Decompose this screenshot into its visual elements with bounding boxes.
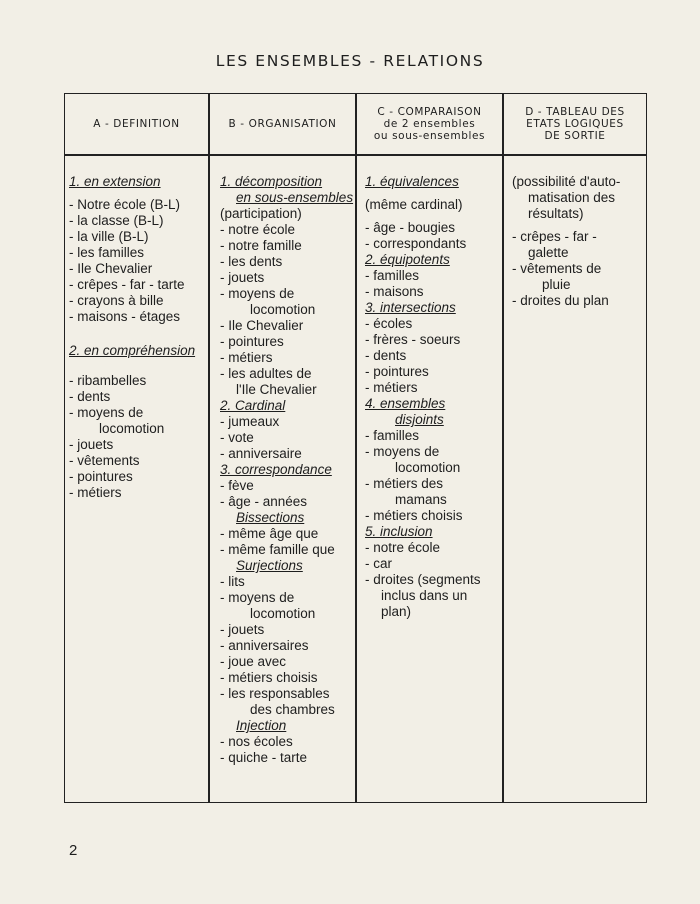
column-comparaison bbox=[365, 174, 501, 620]
line-text: - âge - années bbox=[220, 494, 308, 509]
list-item bbox=[365, 540, 501, 556]
line-text: - nos écoles bbox=[220, 734, 293, 749]
list-item bbox=[69, 293, 207, 309]
list-item bbox=[512, 190, 644, 206]
list-item bbox=[365, 556, 501, 572]
section-heading bbox=[220, 174, 354, 190]
line-text: 3. correspondance bbox=[220, 462, 332, 477]
line-text: - jouets bbox=[220, 270, 265, 285]
list-item bbox=[220, 350, 354, 366]
list-item bbox=[220, 526, 354, 542]
page-title: LES ENSEMBLES - RELATIONS bbox=[215, 52, 485, 70]
section-heading bbox=[220, 718, 354, 734]
list-item bbox=[220, 382, 354, 398]
list-item bbox=[512, 174, 644, 190]
list-item bbox=[365, 380, 501, 396]
line-text: - droites (segments bbox=[365, 572, 481, 587]
column-divider bbox=[355, 94, 357, 802]
line-text: - les familles bbox=[69, 245, 145, 260]
line-text: - métiers des bbox=[365, 476, 444, 491]
spacer bbox=[512, 222, 644, 229]
line-text: - jouets bbox=[220, 622, 265, 637]
section-heading bbox=[365, 396, 501, 412]
line-text: - correspondants bbox=[365, 236, 467, 251]
line-text: - quiche - tarte bbox=[220, 750, 308, 765]
list-item bbox=[365, 197, 501, 213]
line-text: - notre école bbox=[220, 222, 296, 237]
header-comparaison bbox=[357, 94, 502, 154]
line-text: plan) bbox=[381, 604, 412, 619]
column-organisation bbox=[220, 174, 354, 766]
header-organisation bbox=[210, 94, 355, 154]
list-item bbox=[69, 389, 207, 405]
list-item bbox=[69, 405, 207, 421]
header-comparaison-line3: ou sous-ensembles bbox=[373, 130, 486, 142]
list-item bbox=[69, 197, 207, 213]
line-text: - pointures bbox=[69, 469, 133, 484]
line-text: - maisons bbox=[365, 284, 424, 299]
list-item bbox=[220, 302, 354, 318]
list-item bbox=[512, 245, 644, 261]
list-item bbox=[512, 293, 644, 309]
list-item bbox=[220, 334, 354, 350]
header-divider bbox=[65, 154, 646, 156]
line-text: - jouets bbox=[69, 437, 114, 452]
list-item bbox=[220, 414, 354, 430]
line-text: locomotion bbox=[395, 460, 461, 475]
list-item bbox=[220, 286, 354, 302]
list-item bbox=[220, 430, 354, 446]
list-item bbox=[220, 478, 354, 494]
line-text: (même cardinal) bbox=[365, 197, 463, 212]
line-text: - moyens de bbox=[220, 590, 295, 605]
list-item bbox=[220, 686, 354, 702]
header-tableau bbox=[504, 94, 646, 154]
section-heading bbox=[365, 252, 501, 268]
line-text: - âge - bougies bbox=[365, 220, 456, 235]
list-item bbox=[220, 270, 354, 286]
line-text: Surjections bbox=[236, 558, 303, 573]
list-item bbox=[365, 492, 501, 508]
line-text: matisation des bbox=[528, 190, 616, 205]
line-text: - car bbox=[365, 556, 392, 571]
line-text: - lits bbox=[220, 574, 245, 589]
page-number: 2 bbox=[69, 842, 78, 859]
line-text: 3. intersections bbox=[365, 300, 456, 315]
section-heading bbox=[69, 343, 207, 359]
list-item bbox=[69, 485, 207, 501]
section-heading bbox=[365, 174, 501, 190]
list-item bbox=[365, 364, 501, 380]
line-text: - écoles bbox=[365, 316, 413, 331]
list-item bbox=[220, 238, 354, 254]
line-text: - Notre école (B-L) bbox=[69, 197, 181, 212]
line-text: - jumeaux bbox=[220, 414, 280, 429]
list-item bbox=[220, 670, 354, 686]
line-text: - crayons à bille bbox=[69, 293, 164, 308]
line-text: disjoints bbox=[395, 412, 444, 427]
header-tableau-line1: D - TABLEAU DES bbox=[525, 106, 625, 118]
list-item bbox=[220, 318, 354, 334]
list-item bbox=[365, 284, 501, 300]
list-item bbox=[69, 373, 207, 389]
list-item bbox=[512, 261, 644, 277]
line-text: locomotion bbox=[250, 302, 316, 317]
line-text: - moyens de bbox=[69, 405, 144, 420]
spacer bbox=[69, 325, 207, 343]
list-item bbox=[220, 254, 354, 270]
line-text: - moyens de bbox=[220, 286, 295, 301]
line-text: - dents bbox=[69, 389, 111, 404]
line-text: (participation) bbox=[220, 206, 302, 221]
spacer bbox=[365, 190, 501, 197]
line-text: - ribambelles bbox=[69, 373, 147, 388]
line-text: - la ville (B-L) bbox=[69, 229, 149, 244]
list-item bbox=[365, 332, 501, 348]
list-item bbox=[220, 622, 354, 638]
list-item bbox=[365, 588, 501, 604]
line-text: - même âge que bbox=[220, 526, 319, 541]
list-item bbox=[220, 494, 354, 510]
line-text: - métiers bbox=[365, 380, 418, 395]
line-text: 2. en compréhension bbox=[69, 343, 196, 358]
list-item bbox=[365, 236, 501, 252]
line-text: - maisons - étages bbox=[69, 309, 181, 324]
section-heading bbox=[365, 300, 501, 316]
spacer bbox=[69, 359, 207, 366]
list-item bbox=[220, 590, 354, 606]
list-item bbox=[220, 606, 354, 622]
relations-table bbox=[64, 93, 647, 803]
column-definition bbox=[69, 174, 207, 501]
list-item bbox=[365, 460, 501, 476]
line-text: 1. décomposition bbox=[220, 174, 323, 189]
list-item bbox=[69, 213, 207, 229]
line-text: - Ile Chevalier bbox=[69, 261, 153, 276]
line-text: mamans bbox=[395, 492, 447, 507]
header-comparaison-line1: C - COMPARAISON bbox=[377, 106, 482, 118]
line-text: - vêtements de bbox=[512, 261, 602, 276]
list-item bbox=[512, 229, 644, 245]
line-text: des chambres bbox=[250, 702, 335, 717]
line-text: (possibilité d'auto- bbox=[512, 174, 621, 189]
list-item bbox=[220, 702, 354, 718]
header-definition-label: A - DEFINITION bbox=[93, 118, 180, 130]
list-item bbox=[220, 734, 354, 750]
line-text: 2. équipotents bbox=[365, 252, 450, 267]
list-item bbox=[365, 572, 501, 588]
list-item bbox=[69, 277, 207, 293]
header-tableau-line3: DE SORTIE bbox=[544, 130, 606, 142]
line-text: 1. en extension bbox=[69, 174, 161, 189]
line-text: - moyens de bbox=[365, 444, 440, 459]
list-item bbox=[220, 366, 354, 382]
list-item bbox=[220, 446, 354, 462]
list-item bbox=[365, 604, 501, 620]
header-comparaison-line2: de 2 ensembles bbox=[383, 118, 476, 130]
section-heading bbox=[365, 412, 501, 428]
list-item bbox=[365, 348, 501, 364]
list-item bbox=[69, 309, 207, 325]
line-text: - pointures bbox=[220, 334, 284, 349]
spacer bbox=[69, 190, 207, 197]
line-text: - anniversaires bbox=[220, 638, 309, 653]
line-text: - anniversaire bbox=[220, 446, 302, 461]
list-item bbox=[69, 229, 207, 245]
line-text: - métiers choisis bbox=[220, 670, 318, 685]
section-heading bbox=[365, 524, 501, 540]
line-text: Bissections bbox=[236, 510, 305, 525]
line-text: - dents bbox=[365, 348, 407, 363]
list-item bbox=[220, 574, 354, 590]
list-item bbox=[220, 222, 354, 238]
line-text: - notre famille bbox=[220, 238, 302, 253]
list-item bbox=[220, 638, 354, 654]
line-text: - notre école bbox=[365, 540, 441, 555]
line-text: locomotion bbox=[250, 606, 316, 621]
line-text: pluie bbox=[542, 277, 571, 292]
list-item bbox=[69, 469, 207, 485]
line-text: - Ile Chevalier bbox=[220, 318, 304, 333]
list-item bbox=[69, 245, 207, 261]
list-item bbox=[365, 316, 501, 332]
line-text: - métiers bbox=[69, 485, 122, 500]
line-text: 5. inclusion bbox=[365, 524, 433, 539]
line-text: résultats) bbox=[528, 206, 584, 221]
list-item bbox=[365, 268, 501, 284]
line-text: - les dents bbox=[220, 254, 283, 269]
line-text: - joue avec bbox=[220, 654, 287, 669]
section-heading bbox=[220, 398, 354, 414]
line-text: - crêpes - far - bbox=[512, 229, 597, 244]
line-text: - les responsables bbox=[220, 686, 330, 701]
list-item bbox=[220, 654, 354, 670]
line-text: - frères - soeurs bbox=[365, 332, 461, 347]
line-text: - métiers choisis bbox=[365, 508, 463, 523]
line-text: 2. Cardinal bbox=[220, 398, 286, 413]
section-heading bbox=[220, 462, 354, 478]
spacer bbox=[69, 366, 207, 373]
header-tableau-line2: ETATS LOGIQUES bbox=[526, 118, 624, 130]
list-item bbox=[365, 428, 501, 444]
line-text: - familles bbox=[365, 268, 420, 283]
line-text: - pointures bbox=[365, 364, 429, 379]
line-text: - fève bbox=[220, 478, 254, 493]
column-divider bbox=[502, 94, 504, 802]
list-item bbox=[220, 542, 354, 558]
list-item bbox=[69, 261, 207, 277]
line-text: l'Ile Chevalier bbox=[236, 382, 317, 397]
line-text: - vêtements bbox=[69, 453, 140, 468]
line-text: locomotion bbox=[99, 421, 165, 436]
line-text: - métiers bbox=[220, 350, 273, 365]
section-heading bbox=[220, 558, 354, 574]
header-definition bbox=[65, 94, 208, 154]
list-item bbox=[365, 508, 501, 524]
line-text: 4. ensembles bbox=[365, 396, 446, 411]
line-text: galette bbox=[528, 245, 569, 260]
list-item bbox=[365, 220, 501, 236]
line-text: Injection bbox=[236, 718, 287, 733]
list-item bbox=[69, 453, 207, 469]
line-text: - même famille que bbox=[220, 542, 335, 557]
column-divider bbox=[208, 94, 210, 802]
line-text: - crêpes - far - tarte bbox=[69, 277, 185, 292]
section-heading bbox=[69, 174, 207, 190]
line-text: - la classe (B-L) bbox=[69, 213, 164, 228]
line-text: - vote bbox=[220, 430, 254, 445]
header-organisation-label: B - ORGANISATION bbox=[228, 118, 337, 130]
list-item bbox=[512, 206, 644, 222]
line-text: - les adultes de bbox=[220, 366, 312, 381]
list-item bbox=[365, 444, 501, 460]
line-text: - droites du plan bbox=[512, 293, 609, 308]
section-heading bbox=[220, 510, 354, 526]
line-text: en sous-ensembles bbox=[236, 190, 354, 205]
line-text: 1. équivalences bbox=[365, 174, 459, 189]
list-item bbox=[220, 750, 354, 766]
list-item bbox=[69, 421, 207, 437]
line-text: - familles bbox=[365, 428, 420, 443]
list-item bbox=[69, 437, 207, 453]
list-item bbox=[220, 206, 354, 222]
line-text: inclus dans un bbox=[381, 588, 468, 603]
column-tableau bbox=[512, 174, 644, 309]
spacer bbox=[365, 213, 501, 220]
list-item bbox=[365, 476, 501, 492]
list-item bbox=[512, 277, 644, 293]
section-heading bbox=[220, 190, 354, 206]
